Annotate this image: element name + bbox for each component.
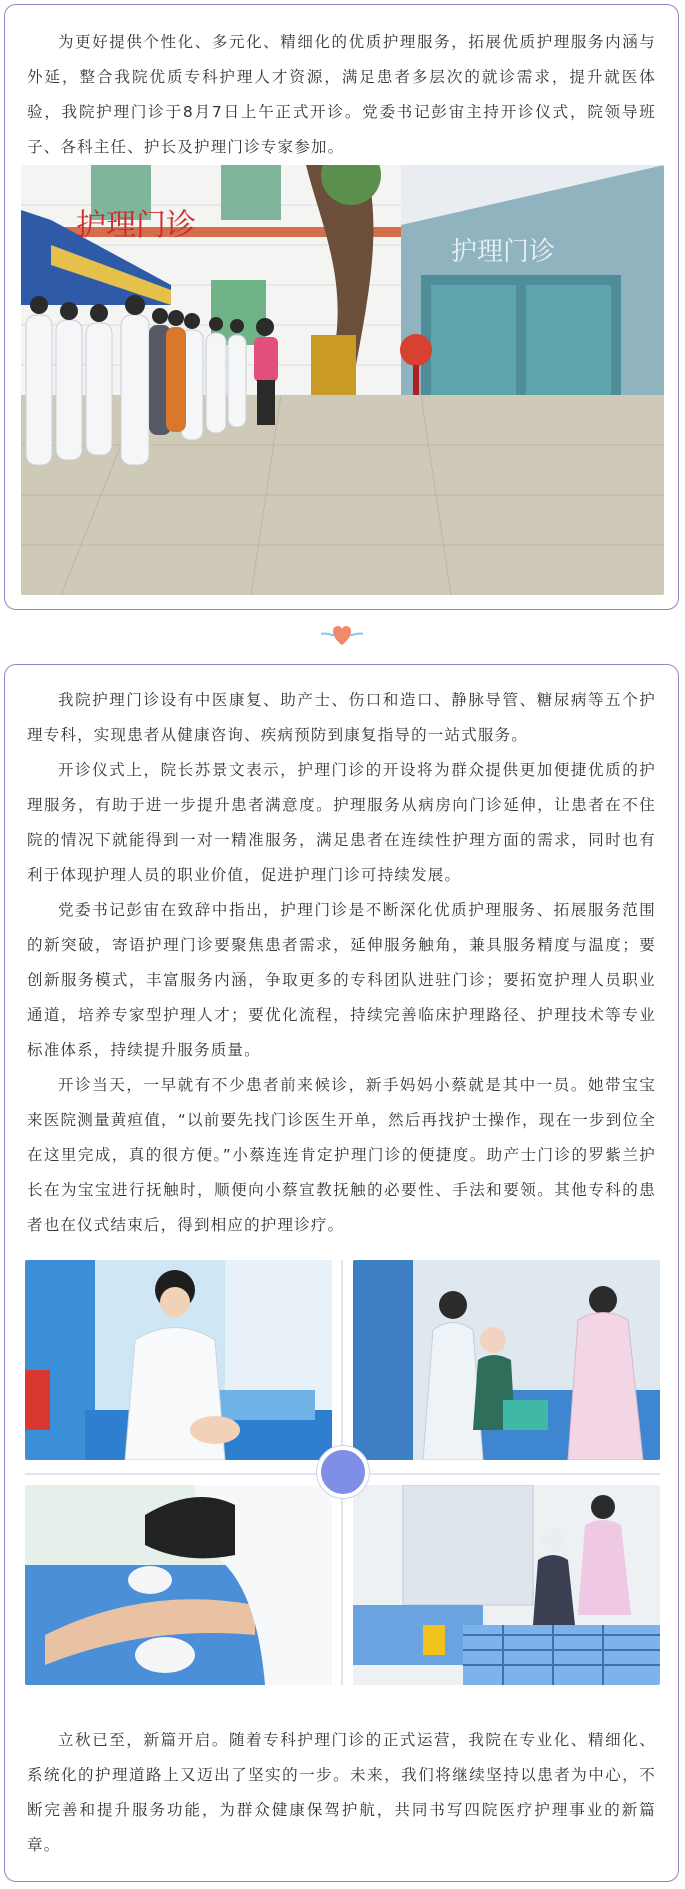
body-card <box>4 664 679 1882</box>
opening-ceremony-photo <box>21 165 664 595</box>
body-paragraph: 开诊当天，一早就有不少患者前来候诊，新手妈妈小蔡就是其中一员。她带宝宝来医院测量黄疸值，“以前要先找门诊医生开单，然后再找护士操作，现在一步到位全在这里完成，真的很方便。”小蔡连连肯定护理门诊的便捷度。助产士门诊的罗紫兰护长在为宝宝进行抚触时，顺便向小蔡宣教抚触的必要性、手法和要领。其他专科的患者也在仪式结束后，得到相应的护理诊疗。 <box>27 1076 656 1234</box>
body-paragraph: 开诊仪式上，院长苏景文表示，护理门诊的开设将为群众提供更加便捷优质的护理服务，有助于进一步提升患者满意度。护理服务从病房向门诊延伸，让患者在不住院的情况下就能得到一对一精准服务，满足患者在连续性护理方面的需求，同时也有利于体现护理人员的职业价值，促进护理门诊可持续发展。 <box>27 761 656 884</box>
closing-paragraph: 立秋已至，新篇开启。随着专科护理门诊的正式运营，我院在专业化、精细化、系统化的护理道路上又迈出了坚实的一步。未来，我们将继续坚持以患者为中心，不断完善和提升服务功能，为群众健康保驾护航，共同书写四院医疗护理事业的新篇章。 <box>27 1731 656 1854</box>
photo-wound-care <box>25 1485 332 1685</box>
heart-divider-icon <box>319 622 365 648</box>
photo-grid-center-dot-icon <box>317 1446 369 1498</box>
intro-card <box>4 4 679 610</box>
clinic-sign-right: 护理门诊 <box>451 237 556 267</box>
clinic-sign-left: 护理门诊 <box>76 208 196 243</box>
photo-consultation <box>353 1260 660 1460</box>
photo-rehab-room <box>353 1485 660 1685</box>
photo-baby-massage <box>25 1260 332 1460</box>
body-paragraph: 我院护理门诊设有中医康复、助产士、伤口和造口、静脉导管、糖尿病等五个护理专科，实现患者从健康咨询、疾病预防到康复指导的一站式服务。 <box>27 691 656 744</box>
body-paragraph: 党委书记彭宙在致辞中指出，护理门诊是不断深化优质护理服务、拓展服务范围的新突破，寄语护理门诊要聚焦患者需求，延伸服务触角，兼具服务精度与温度；要创新服务模式，丰富服务内涵，争取更多的专科团队进驻门诊；要拓宽护理人员职业通道，培养专家型护理人才；要优化流程，持续完善临床护理路径、护理技术等专业标准体系，持续提升服务质量。 <box>27 901 656 1059</box>
intro-paragraph: 为更好提供个性化、多元化、精细化的优质护理服务，拓展优质护理服务内涵与外延，整合我院优质专科护理人才资源，满足患者多层次的就诊需求，提升就医体验，我院护理门诊于8月7日上午正式开诊。党委书记彭宙主持开诊仪式，院领导班子、各科主任、护长及护理门诊专家参加。 <box>27 33 656 156</box>
